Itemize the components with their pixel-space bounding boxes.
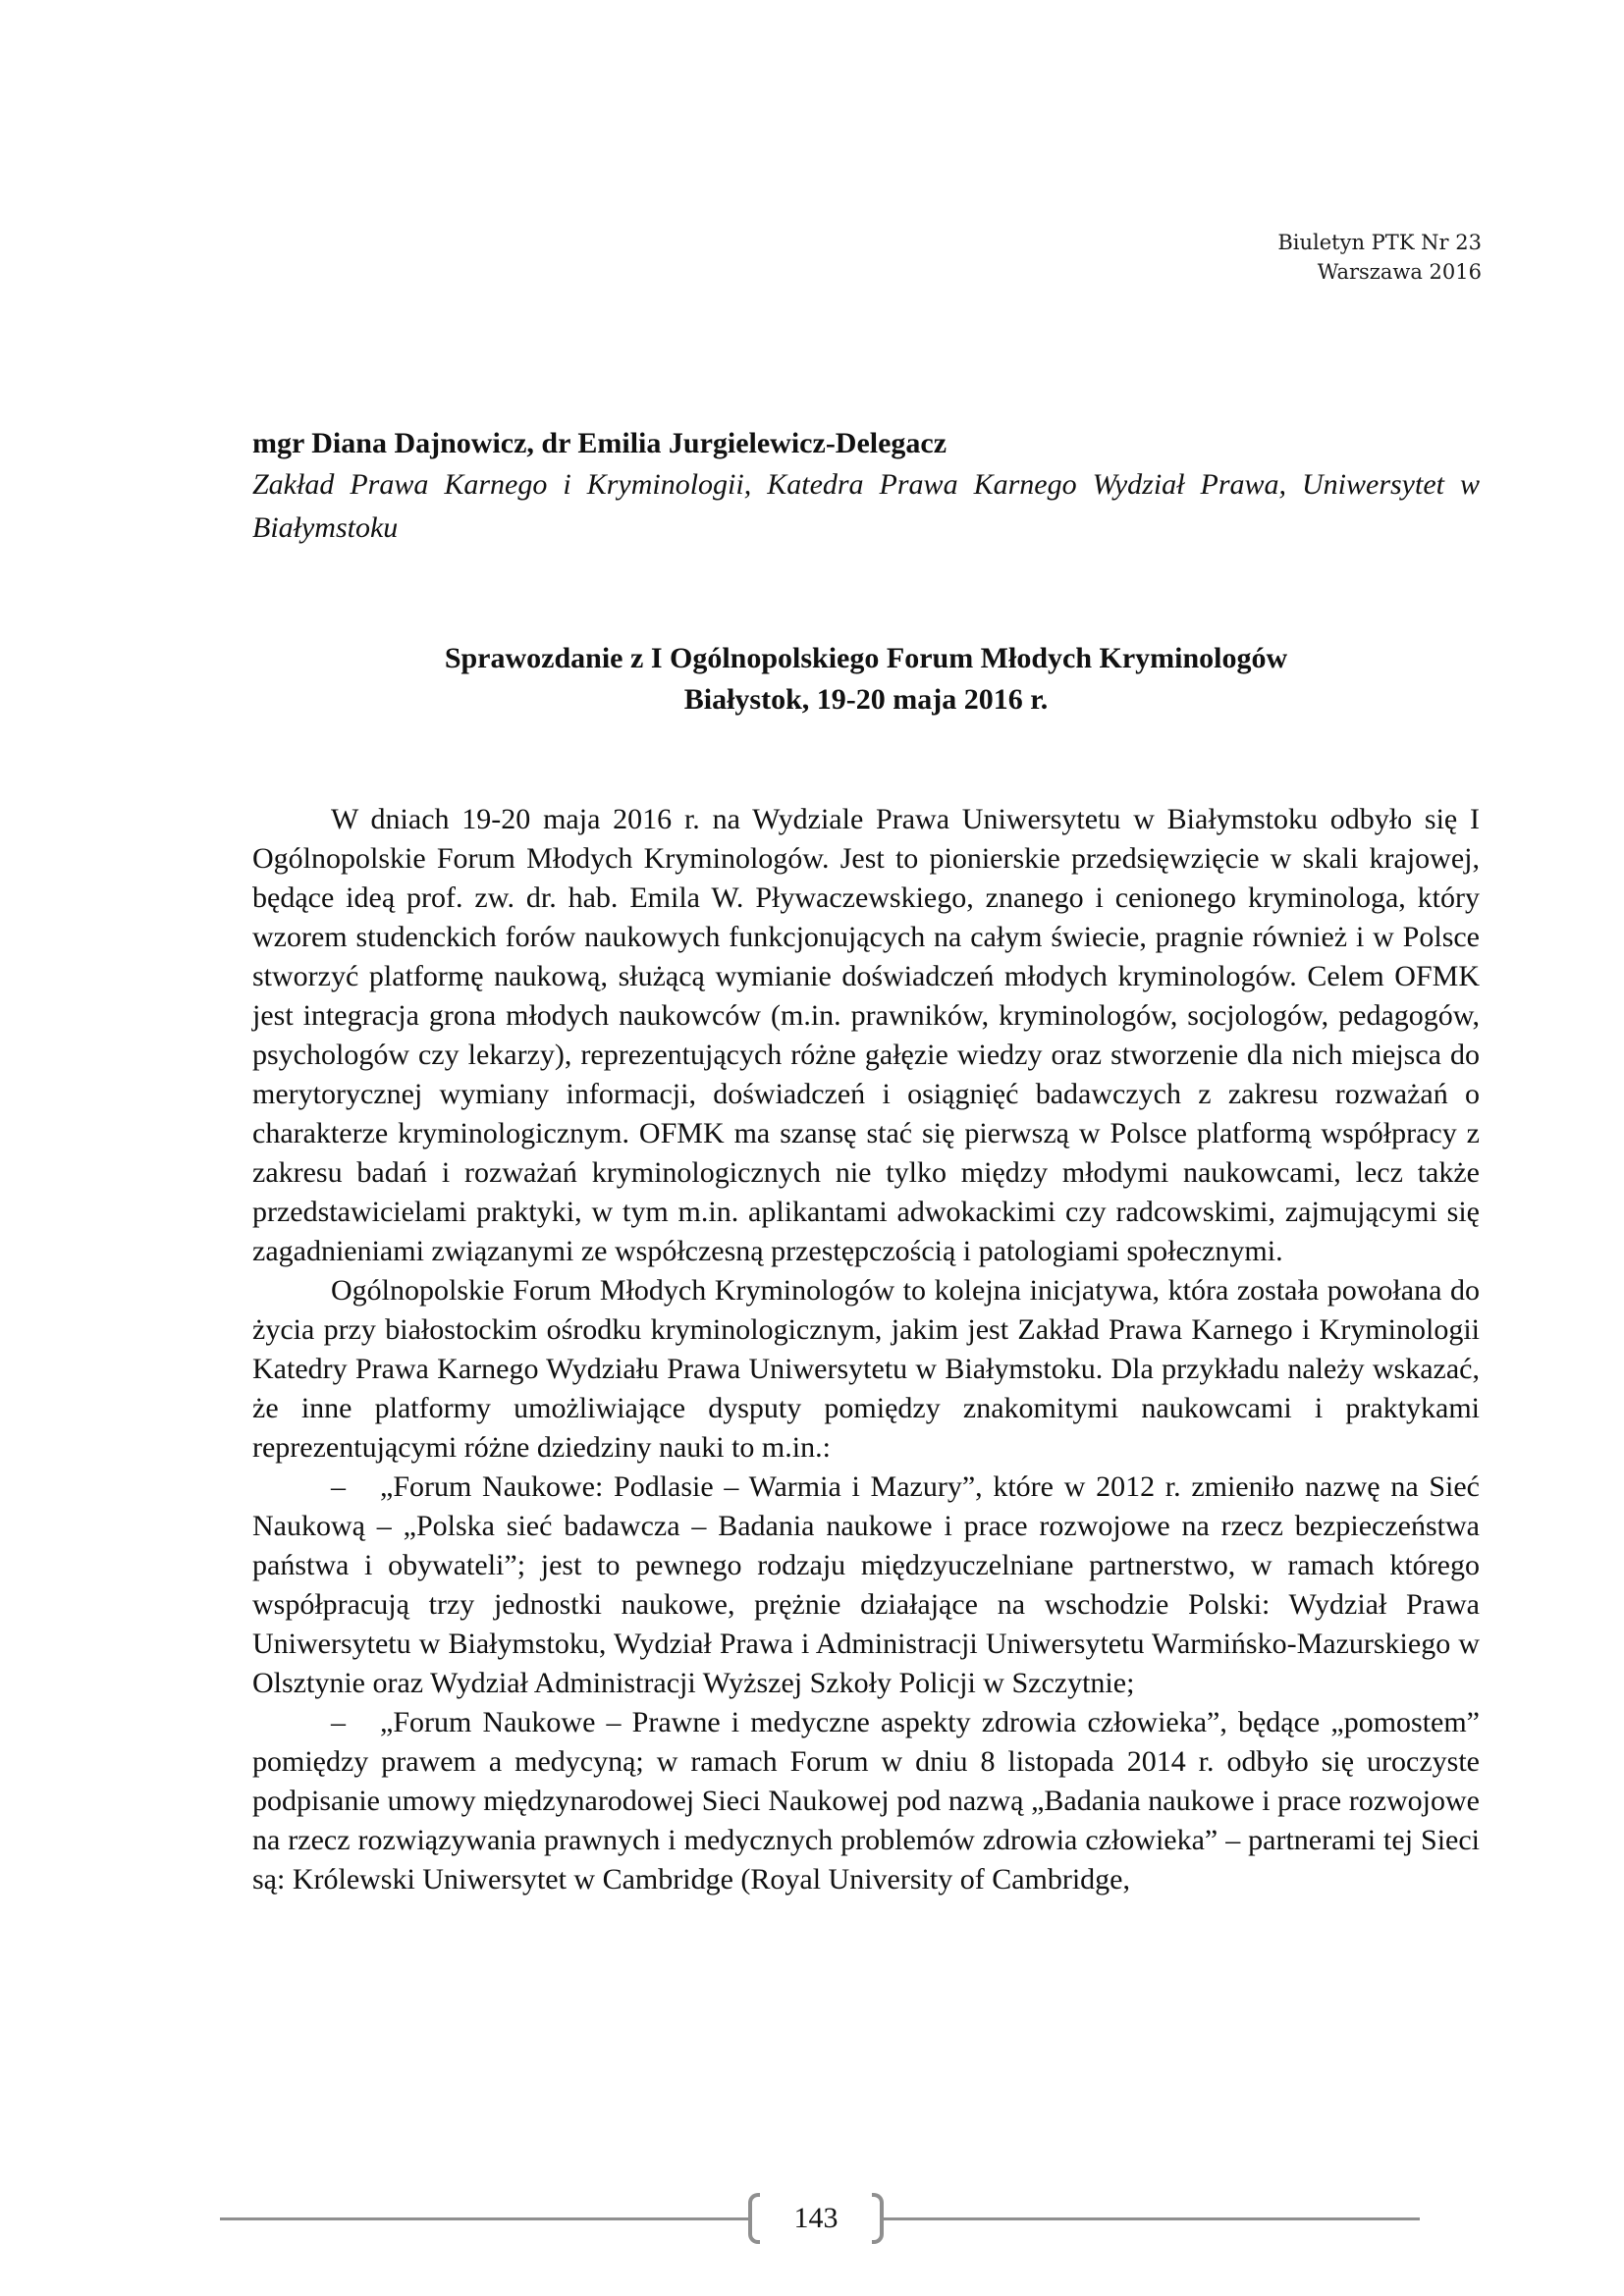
place-year: Warszawa 2016 — [1317, 260, 1482, 284]
title-line-2: Białystok, 19-20 maja 2016 r. — [683, 683, 1049, 716]
dash-bullet-icon: – — [331, 1470, 346, 1503]
list-item — [252, 1468, 1480, 1703]
running-header — [1277, 228, 1482, 287]
paragraph: Ogólnopolskie Forum Młodych Kryminologów to kolejna inicjatywa, która została powołana do życia przy białostockim ośrodku kryminologicznym, jakim jest Zakład Prawa Karnego i Kryminologii Katedry Prawa Karnego Wydziału Prawa Uniwersytetu w Białymstoku. Dla przykładu należy wskazać, że inne platformy umożliwiające dysputy pomiędzy znakomitymi naukowcami i praktykami reprezentującymi różne dziedziny nauki to m.in.: — [252, 1274, 1480, 1464]
authors: mgr Diana Dajnowicz, dr Emilia Jurgielewicz-Delegacz — [252, 427, 947, 459]
body-text — [252, 800, 1480, 1899]
dash-bullet-icon: – — [331, 1706, 346, 1738]
page-content — [252, 424, 1480, 1899]
title-line-1: Sprawozdanie z I Ogólnopolskiego Forum Młodych Kryminologów — [444, 642, 1288, 674]
journal-name: Biuletyn PTK Nr 23 — [1277, 231, 1482, 254]
affiliation: Zakład Prawa Karnego i Kryminologii, Katedra Prawa Karnego Wydział Prawa, Uniwersytet w Białymstoku — [252, 468, 1480, 544]
page-number: 143 — [793, 2202, 839, 2234]
list-item — [252, 1703, 1480, 1899]
left-bracket-icon — [748, 2193, 760, 2244]
report-title — [252, 638, 1480, 721]
paragraph: W dniach 19-20 maja 2016 r. na Wydziale Prawa Uniwersytetu w Białymstoku odbyło się I Ogólnopolskie Forum Młodych Kryminologów. Jest to pionierskie przedsięwzięcie w skali krajowej, będące ideą prof. zw. dr. hab. Emila W. Pływaczewskiego, znanego i cenionego kryminologa, który wzorem studenckich forów naukowych funkcjonujących na całym świecie, pragnie również i w Polsce stworzyć platformę naukową, służącą wymianie doświadczeń młodych kryminologów. Celem OFMK jest integracja grona młodych naukowców (m.in. prawników, kryminologów, socjologów, pedagogów, psychologów czy lekarzy), reprezentujących różne gałęzie wiedzy oraz stworzenie dla nich miejsca do merytorycznej wymiany informacji, doświadczeń i osiągnięć badawczych z zakresu rozważań o charakterze kryminologicznym. OFMK ma szansę stać się pierwszą w Polsce platformą współpracy z zakresu badań i rozważań kryminologicznych nie tylko między młodymi naukowcami, lecz także przedstawicielami praktyki, w tym m.in. aplikantami adwokackimi czy radcowskimi, zajmującymi się zagadnieniami związanymi ze współczesną przestępczością i patologiami społecznymi. — [252, 803, 1480, 1267]
list-item-text: „Forum Naukowe: Podlasie – Warmia i Mazury”, które w 2012 r. zmieniło nazwę na Sieć Naukową – „Polska sieć badawcza – Badania naukowe i prace rozwojowe na rzecz bezpieczeństwa państwa i obywateli”; jest to pewnego rodzaju międzyuczelniane partnerstwo, w ramach którego współpracują trzy jednostki naukowe, prężnie działające na wschodzie Polski: Wydział Prawa Uniwersytetu w Białymstoku, Wydział Prawa i Administracji Uniwersytetu Warmińsko-Mazurskiego w Olsztynie oraz Wydział Administracji Wyższej Szkoły Policji w Szczytnie; — [252, 1470, 1480, 1699]
page-footer — [220, 2191, 1420, 2250]
right-bracket-icon — [872, 2193, 884, 2244]
footer-rule-left — [220, 2217, 748, 2220]
list-item-text: „Forum Naukowe – Prawne i medyczne aspekty zdrowia człowieka”, będące „pomostem” pomiędzy prawem a medycyną; w ramach Forum w dniu 8 listopada 2014 r. odbyło się uroczyste podpisanie umowy międzynarodowej Sieci Naukowej pod nazwą „Badania naukowe i prace rozwojowe na rzecz rozwiązywania prawnych i medycznych problemów zdrowia człowieka” – partnerami tej Sieci są: Królewski Uniwersytet w Cambridge (Royal University of Cambridge, — [252, 1706, 1480, 1896]
footer-rule-right — [884, 2217, 1420, 2220]
